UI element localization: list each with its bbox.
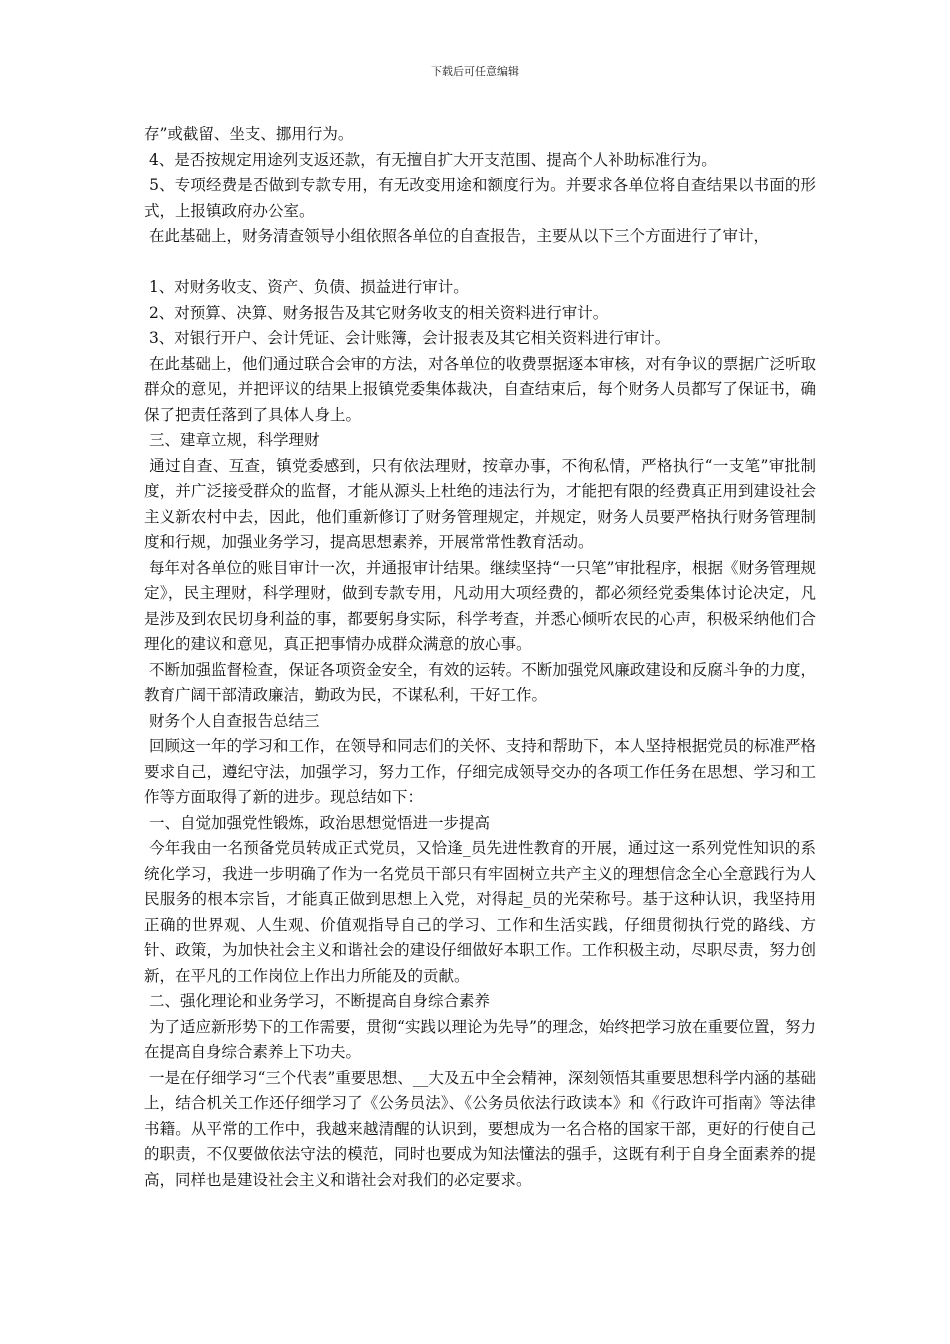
section-heading: 一、自觉加强党性锻炼，政治思想觉悟进一步提高	[144, 813, 490, 832]
paragraph: 一是在仔细学习“三个代表”重要思想、__大及五中全会精神，深刻领悟其重要思想科学内涵的基础上，结合机关工作还仔细学习了《公务员法》、《公务员依法行政读本》和《行政许可指南》等法律书籍。从平常的工作中，我越来越清醒的认识到，要想成为一名合格的国家干部，更好的行使自己的职责，不仅要做依法守法的模范，同时也要成为知法懂法的强手，这既有利于自身全面素养的提高，同样也是建设社会主义和谐社会对我们的必定要求。	[144, 1068, 816, 1189]
section-heading: 二、强化理论和业务学习，不断提高自身综合素养	[144, 992, 490, 1010]
list-item: 2、对预算、决算、财务报告及其它财务收支的相关资料进行审计。	[144, 303, 609, 322]
paragraph: 今年我由一名预备党员转成正式党员，又恰逢_员先进性教育的开展，通过这一系列党性知识的系统化学习，我进一步明确了作为一名党员干部只有牢固树立共产主义的理想信念全心全意践行为人民服务的根本宗旨，才能真正做到思想上入党，对得起_员的光荣称号。基于这种认识，我坚持用正确的世界观、人生观、价值观指导自己的学习、工作和生活实践，仔细贯彻执行党的路线、方针、政策，为加快社会主义和谐社会的建设仔细做好本职工作。工作积极主动，尽职尽责，努力创新，在平凡的工作岗位上作出力所能及的贡献。	[144, 839, 816, 985]
paragraph: 在此基础上，他们通过联合会审的方法，对各单位的收费票据逐本审核，对有争议的票据广泛听取群众的意见，并把评议的结果上报镇党委集体裁决，自查结束后，每个财务人员都写了保证书，确保了把责任落到了具体人身上。	[144, 354, 816, 424]
list-item: 4、是否按规定用途列支返还款，有无擅自扩大开支范围、提高个人补助标准行为。	[144, 150, 717, 169]
paragraph: 不断加强监督检查，保证各项资金安全，有效的运转。不断加强党风廉政建设和反腐斗争的力度，教育广阔干部清政廉洁，勤政为民，不谋私利，干好工作。	[144, 660, 816, 704]
section-title: 财务个人自查报告总结三	[144, 711, 320, 730]
paragraph: 在此基础上，财务清查领导小组依照各单位的自查报告，主要从以下三个方面进行了审计，	[144, 227, 769, 245]
paragraph: 通过自查、互查，镇党委感到，只有依法理财，按章办事，不徇私情，严格执行“一支笔”审批制度，并广泛接受群众的监督，才能从源头上杜绝的违法行为，才能把有限的经费真正用到建设社会主义新农村中去，因此，他们重新修订了财务管理规定，并规定，财务人员要严格执行财务管理制度和行规，加强业务学习，提高思想素养，开展常常性教育活动。	[144, 456, 816, 551]
list-item: 1、对财务收支、资产、负债、损益进行审计。	[144, 278, 469, 296]
paragraph: 为了适应新形势下的工作需要，贯彻“实践以理论为先导”的理念，始终把学习放在重要位置，努力在提高自身综合素养上下功夫。	[144, 1017, 816, 1061]
paragraph: 存”或截留、坐支、挪用行为。	[144, 125, 354, 143]
page-header: 下载后可任意编辑	[431, 65, 519, 78]
paragraph: 回顾这一年的学习和工作，在领导和同志们的关怀、支持和帮助下，本人坚持根据党员的标准严格要求自己，遵纪守法，加强学习，努力工作，仔细完成领导交办的各项工作任务在思想、学习和工作等方面取得了新的进步。现总结如下：	[144, 737, 816, 806]
list-item: 5、专项经费是否做到专款专用，有无改变用途和额度行为。并要求各单位将自查结果以书面的形式，上报镇政府办公室。	[144, 176, 816, 220]
list-item: 3、对银行开户、会计凭证、会计账簿，会计报表及其它相关资料进行审计。	[144, 329, 671, 347]
section-heading: 三、建章立规，科学理财	[144, 431, 320, 449]
document-body	[144, 122, 816, 1193]
blank-line	[144, 250, 816, 276]
paragraph: 每年对各单位的账目审计一次，并通报审计结果。继续坚持“一只笔”审批程序，根据《财务管理规定》，民主理财，科学理财，做到专款专用，凡动用大项经费的，都必须经党委集体讨论决定，凡是涉及到农民切身利益的事，都要躬身实际，科学考查，并悉心倾听农民的心声，积极采纳他们合理化的建议和意见，真正把事情办成群众满意的放心事。	[144, 558, 816, 653]
